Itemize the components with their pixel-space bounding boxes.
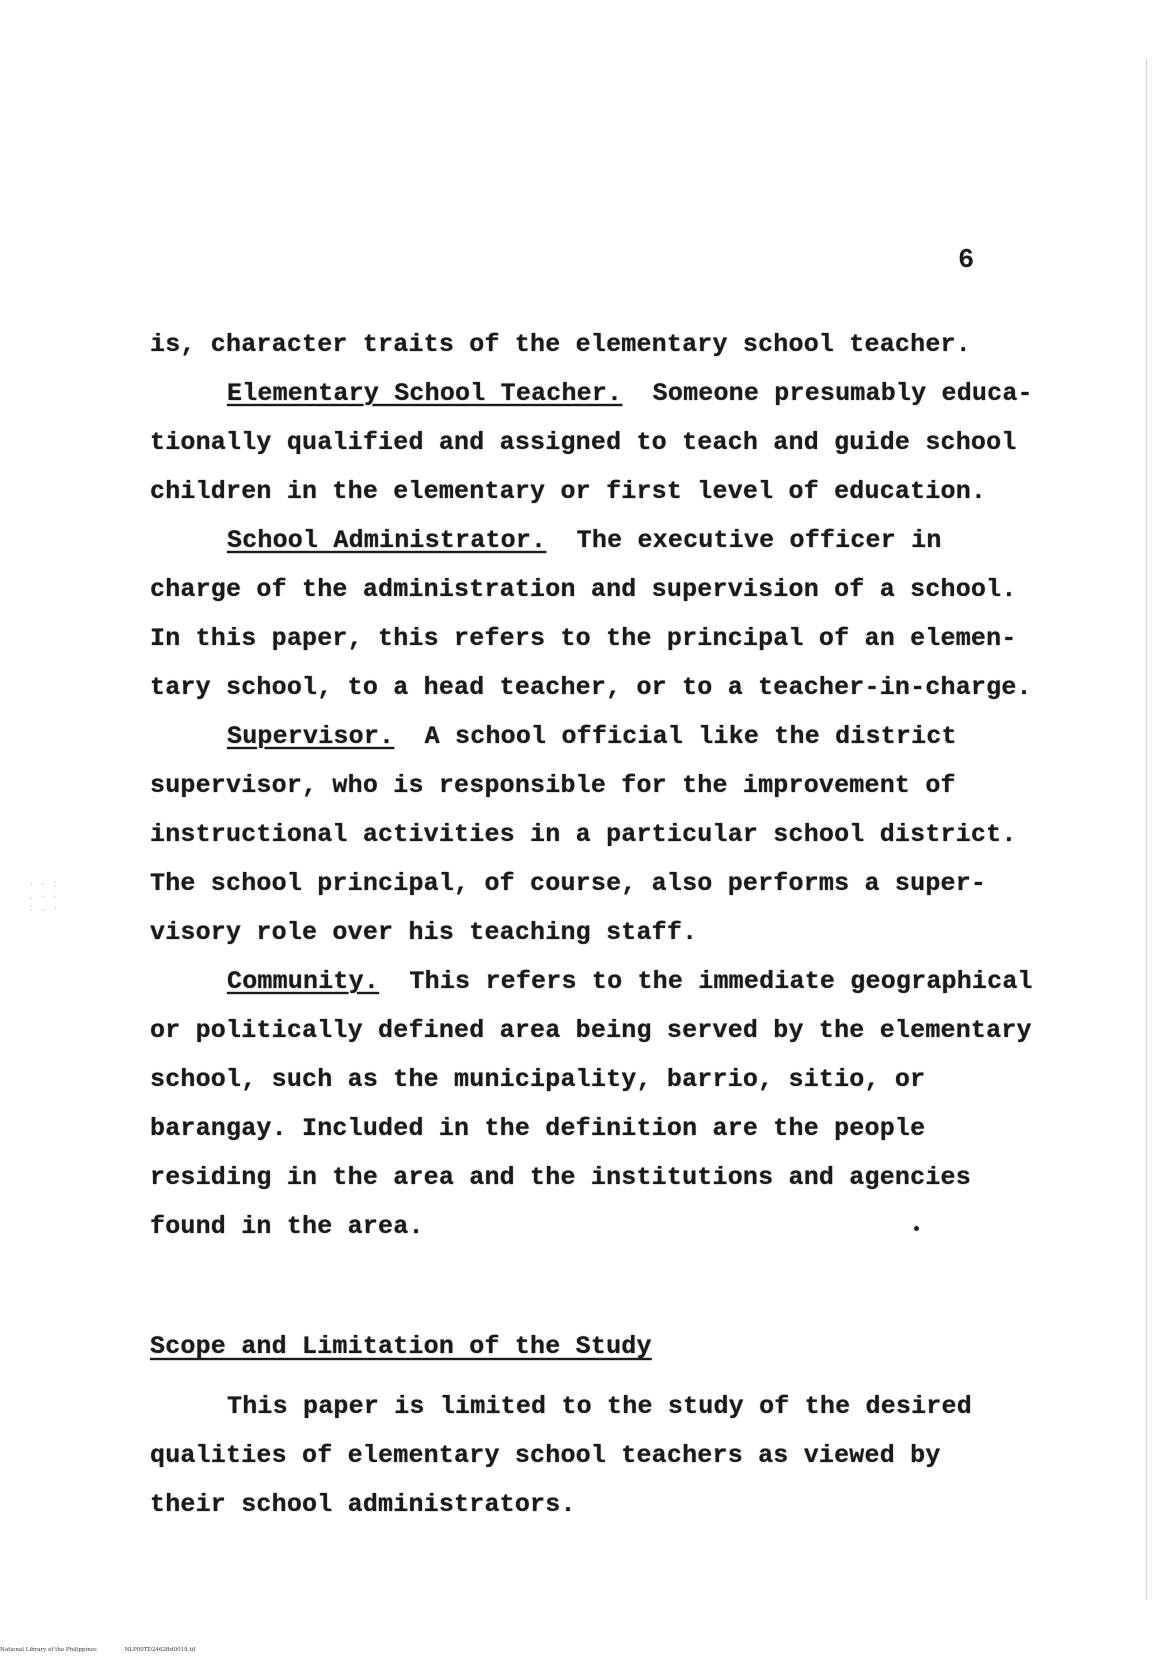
text-line: school, such as the municipality, barrio, sitio, or [150, 1065, 926, 1094]
term-supervisor: Supervisor. [227, 722, 395, 751]
stray-mark [914, 1226, 919, 1231]
text-line: their school administrators. [150, 1490, 576, 1519]
section-heading: Scope and Limitation of the Study [150, 1332, 652, 1361]
footer-file: NLP00TD2462ftd0019.tif [124, 1647, 196, 1653]
definition-elementary-school-teacher [150, 369, 1050, 418]
text-line: charge of the administration and supervision of a school. [150, 575, 1017, 604]
text-line: found in the area. [150, 1212, 424, 1241]
definition-supervisor [150, 712, 1050, 761]
definition-text: The executive officer in [546, 526, 942, 555]
text-line: visory role over his teaching staff. [150, 918, 698, 947]
scan-specks: · · : . · · : . · [28, 880, 59, 915]
footer-library: National Library of the Philippines [0, 1647, 97, 1653]
definition-text: A school official like the district [394, 722, 957, 751]
text-line: qualities of elementary school teachers as viewed by [150, 1441, 941, 1470]
text-line: children in the elementary or first level of education. [150, 477, 987, 506]
text-line: residing in the area and the institutions and agencies [150, 1163, 971, 1192]
scan-footer [0, 1647, 221, 1653]
definition-text: Someone presumably educa- [622, 379, 1033, 408]
text-line: The school principal, of course, also performs a super- [150, 869, 987, 898]
text-line: is, character traits of the elementary school teacher. [150, 330, 971, 359]
definition-text: This refers to the immediate geographical [379, 967, 1033, 996]
term-community: Community. [227, 967, 380, 996]
definition-school-administrator [150, 516, 1050, 565]
section-gap [150, 1251, 1050, 1300]
page-number: 6 [958, 246, 975, 276]
text-line: or politically defined area being served by the elementary [150, 1016, 1032, 1045]
text-line: instructional activities in a particular school district. [150, 820, 1017, 849]
text-line: In this paper, this refers to the principal of an elemen- [150, 624, 1017, 653]
text-line: supervisor, who is responsible for the improvement of [150, 771, 956, 800]
term-school-administrator: School Administrator. [227, 526, 547, 555]
text-line: tionally qualified and assigned to teach and guide school [150, 428, 1017, 457]
definition-community [150, 957, 1050, 1006]
scan-edge-line [1146, 60, 1147, 1600]
text-line: barangay. Included in the definition are the people [150, 1114, 926, 1143]
term-elementary-school-teacher: Elementary School Teacher. [227, 379, 623, 408]
text-line: This paper is limited to the study of the desired [227, 1392, 972, 1421]
text-line: tary school, to a head teacher, or to a teacher-in-charge. [150, 673, 1032, 702]
body-text [150, 320, 1050, 1529]
